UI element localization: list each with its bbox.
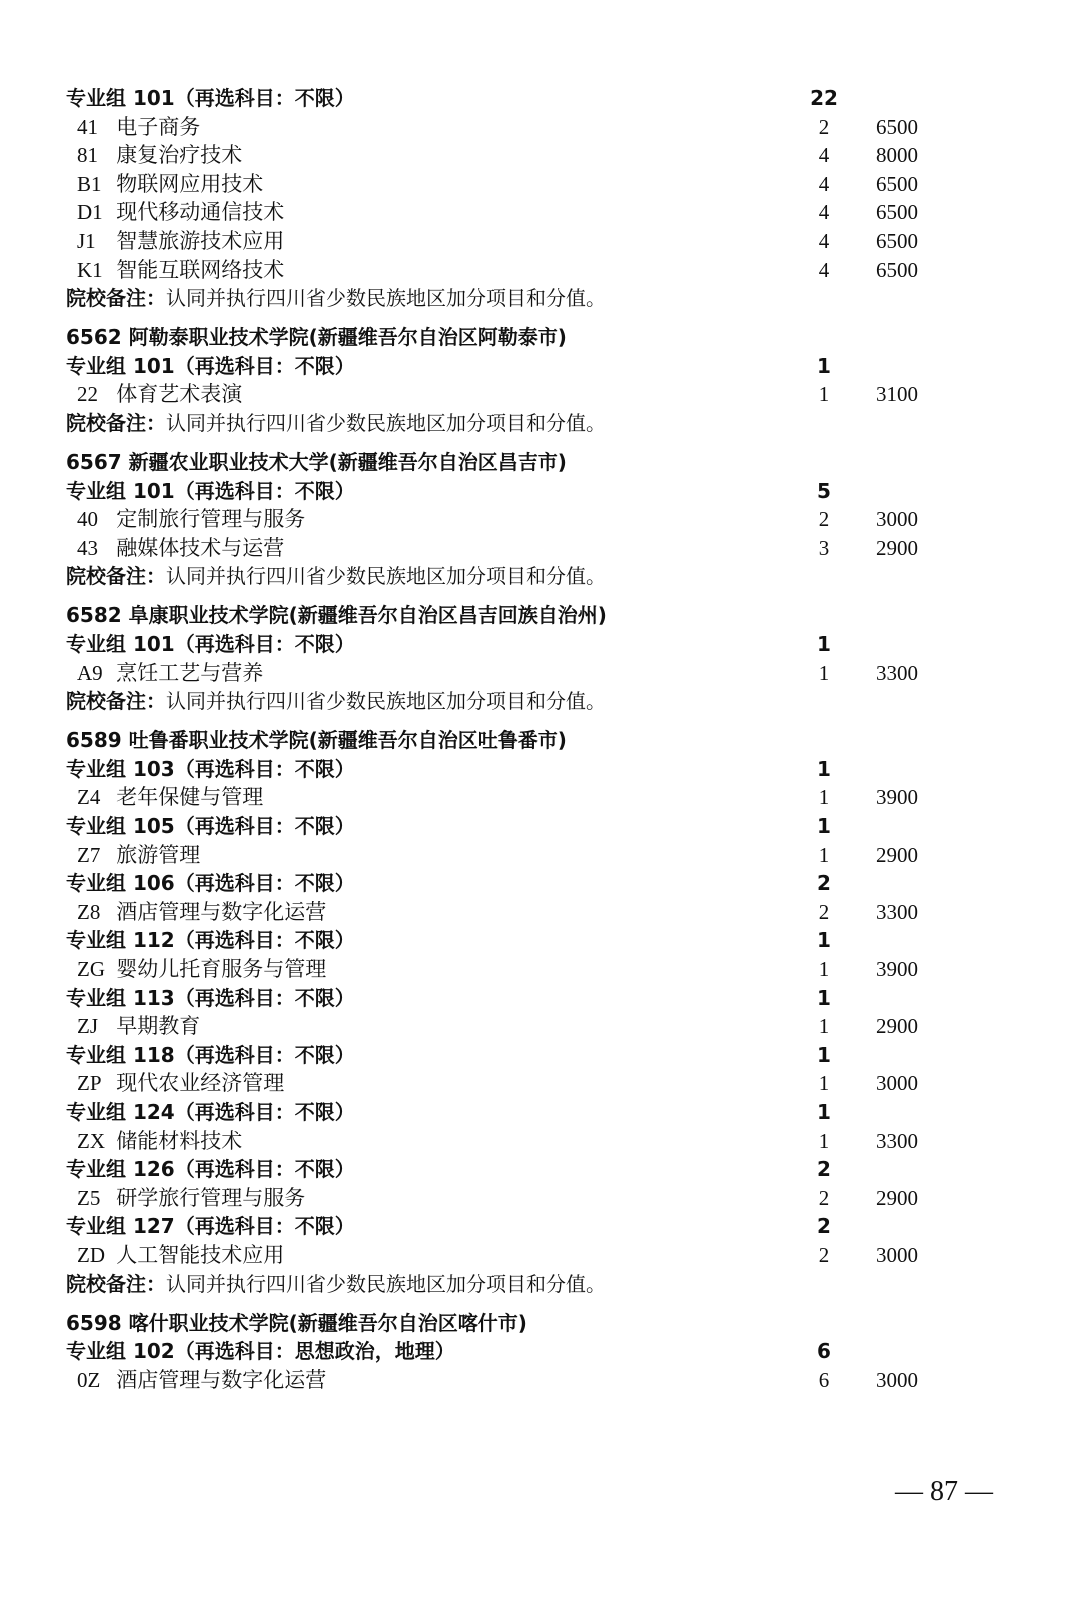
major-row (0, 534, 1080, 563)
major-name: 现代农业经济管理 (116, 1071, 285, 1096)
major-group-label: 专业组 101（再选科目：不限） (66, 353, 355, 378)
plan-count: 1 (817, 756, 831, 781)
major-group-label: 专业组 102（再选科目：思想政治，地理） (66, 1339, 455, 1364)
school-name: 6598 喀什职业技术学院(新疆维吾尔自治区喀什市) (66, 1310, 527, 1335)
major-group-row (0, 755, 1080, 784)
school-name: 6562 阿勒泰职业技术学院(新疆维吾尔自治区阿勒泰市) (66, 325, 567, 350)
major-group-row (0, 1041, 1080, 1070)
major-label (77, 113, 200, 142)
major-label (77, 1127, 242, 1156)
major-label (77, 170, 263, 199)
plan-count: 1 (817, 1042, 831, 1067)
plan-count: 2 (818, 114, 830, 139)
school-header-row (0, 1309, 1080, 1338)
page-number: — 87 — (895, 1476, 993, 1507)
major-group-label: 专业组 101（再选科目：不限） (66, 478, 355, 503)
major-code: ZD (77, 1243, 105, 1267)
plan-count: 1 (818, 957, 830, 981)
major-row (0, 841, 1080, 870)
major-row (0, 955, 1080, 984)
major-name: 物联网应用技术 (116, 171, 264, 196)
major-group-row (0, 869, 1080, 898)
major-row (0, 1127, 1080, 1156)
plan-count: 1 (817, 814, 831, 838)
plan-count: 2 (817, 871, 831, 896)
school-note-key: 院校备注： (66, 689, 166, 714)
tuition-fee: 6500 (876, 229, 918, 253)
major-label (77, 505, 305, 534)
school-note-text: 认同并执行四川省少数民族地区加分项目和分值。 (166, 286, 606, 311)
plan-count: 6 (817, 1339, 831, 1364)
major-name: 融媒体技术与运营 (116, 535, 285, 560)
plan-count: 22 (810, 86, 838, 110)
major-name: 酒店管理与数字化运营 (116, 899, 327, 924)
major-code: A9 (77, 660, 103, 685)
plan-count: 3 (818, 535, 830, 560)
school-note-key: 院校备注： (66, 286, 166, 311)
tuition-fee: 3900 (876, 785, 918, 810)
major-group-label: 专业组 112（再选科目：不限） (66, 928, 355, 953)
tuition-fee: 3900 (876, 957, 918, 981)
school-note-text: 认同并执行四川省少数民族地区加分项目和分值。 (166, 689, 606, 714)
major-name: 智慧旅游技术应用 (116, 229, 285, 253)
tuition-fee: 6500 (876, 171, 918, 196)
major-group-label: 专业组 124（再选科目：不限） (66, 1100, 355, 1124)
major-group-row (0, 1098, 1080, 1127)
plan-count: 1 (817, 353, 831, 378)
major-label (77, 227, 284, 256)
major-row (0, 505, 1080, 534)
major-group-label: 专业组 101（再选科目：不限） (66, 86, 355, 110)
major-row (0, 170, 1080, 199)
major-label (77, 1366, 326, 1395)
tuition-fee: 8000 (876, 143, 918, 168)
major-row (0, 113, 1080, 142)
major-label (77, 955, 326, 984)
major-label (77, 256, 284, 285)
major-row (0, 141, 1080, 170)
plan-count: 1 (818, 1128, 830, 1153)
major-row (0, 783, 1080, 812)
school-note-text: 认同并执行四川省少数民族地区加分项目和分值。 (166, 1271, 606, 1296)
tuition-fee: 6500 (876, 200, 918, 225)
tuition-fee: 3300 (876, 660, 918, 685)
major-group-label: 专业组 127（再选科目：不限） (66, 1214, 355, 1239)
major-row (0, 380, 1080, 409)
tuition-fee: 3000 (876, 1071, 918, 1096)
major-code: D1 (77, 200, 103, 225)
school-note-row (0, 284, 1080, 313)
tuition-fee: 3000 (876, 1367, 918, 1392)
major-row (0, 1184, 1080, 1213)
major-row (0, 1012, 1080, 1041)
tuition-fee: 3000 (876, 507, 918, 532)
major-name: 旅游管理 (116, 842, 201, 867)
tuition-fee: 6500 (876, 114, 918, 139)
major-row (0, 227, 1080, 256)
major-group-row (0, 812, 1080, 841)
school-note (66, 562, 606, 591)
school-note (66, 687, 606, 716)
major-name: 储能材料技术 (116, 1128, 243, 1153)
major-row (0, 1241, 1080, 1270)
major-code: 22 (77, 382, 98, 407)
major-code: Z5 (77, 1185, 101, 1210)
major-code: 43 (77, 535, 98, 560)
major-label (77, 1069, 284, 1098)
tuition-fee: 3000 (876, 1243, 918, 1267)
major-name: 电子商务 (116, 114, 201, 139)
major-name: 酒店管理与数字化运营 (116, 1367, 327, 1392)
major-name: 现代移动通信技术 (116, 200, 285, 225)
major-group-label: 专业组 106（再选科目：不限） (66, 871, 355, 896)
school-note-key: 院校备注： (66, 411, 166, 435)
school-note-key: 院校备注： (66, 564, 166, 589)
school-header-row (0, 601, 1080, 630)
tuition-fee: 3100 (876, 382, 918, 407)
school-name: 6567 新疆农业职业技术大学(新疆维吾尔自治区昌吉市) (66, 450, 567, 474)
plan-count: 4 (818, 257, 830, 282)
school-note (66, 409, 606, 438)
plan-count: 2 (817, 1214, 831, 1239)
major-code: 41 (77, 114, 98, 139)
plan-count: 2 (818, 507, 830, 532)
major-code: ZX (77, 1128, 105, 1153)
school-header-row (0, 726, 1080, 755)
major-group-row (0, 926, 1080, 955)
major-label (77, 1012, 200, 1041)
major-group-label: 专业组 103（再选科目：不限） (66, 756, 355, 781)
plan-count: 4 (818, 171, 830, 196)
school-note-row (0, 687, 1080, 716)
plan-count: 2 (818, 1243, 830, 1267)
major-label (77, 783, 263, 812)
major-group-row (0, 352, 1080, 381)
school-note-row (0, 562, 1080, 591)
school-header-row (0, 323, 1080, 352)
major-code: ZJ (77, 1014, 98, 1039)
major-row (0, 659, 1080, 688)
major-group-row (0, 1337, 1080, 1366)
major-label (77, 898, 326, 927)
major-code: K1 (77, 257, 103, 282)
major-label (77, 841, 200, 870)
major-group-label: 专业组 113（再选科目：不限） (66, 985, 355, 1010)
major-name: 早期教育 (116, 1014, 201, 1039)
school-note-text: 认同并执行四川省少数民族地区加分项目和分值。 (166, 564, 606, 589)
major-name: 婴幼儿托育服务与管理 (116, 957, 327, 981)
plan-count: 6 (818, 1367, 830, 1392)
major-code: J1 (77, 229, 96, 253)
school-note-row (0, 1270, 1080, 1299)
major-name: 定制旅行管理与服务 (116, 507, 306, 532)
major-code: Z8 (77, 899, 101, 924)
school-name: 6582 阜康职业技术学院(新疆维吾尔自治区昌吉回族自治州) (66, 603, 607, 628)
major-group-row (0, 477, 1080, 506)
major-label (77, 659, 263, 688)
tuition-fee: 2900 (876, 842, 918, 867)
school-note-text: 认同并执行四川省少数民族地区加分项目和分值。 (166, 411, 606, 435)
tuition-fee: 2900 (876, 1185, 918, 1210)
plan-count: 1 (818, 785, 830, 810)
tuition-fee: 3300 (876, 899, 918, 924)
tuition-fee: 2900 (876, 1014, 918, 1039)
major-name: 研学旅行管理与服务 (116, 1185, 306, 1210)
major-label (77, 380, 242, 409)
school-note-row (0, 409, 1080, 438)
major-group-row (0, 84, 1080, 113)
plan-count: 1 (818, 660, 830, 685)
plan-count: 2 (818, 1185, 830, 1210)
major-label (77, 141, 242, 170)
plan-count: 1 (818, 1014, 830, 1039)
major-code: 0Z (77, 1367, 101, 1392)
plan-count: 1 (817, 632, 831, 656)
major-group-row (0, 630, 1080, 659)
plan-count: 4 (818, 143, 830, 168)
major-row (0, 1069, 1080, 1098)
major-code: Z7 (77, 842, 101, 867)
major-code: ZG (77, 957, 105, 981)
plan-count: 1 (817, 928, 831, 953)
major-group-label: 专业组 126（再选科目：不限） (66, 1157, 355, 1182)
major-name: 人工智能技术应用 (116, 1243, 285, 1267)
school-header-row (0, 448, 1080, 477)
major-name: 体育艺术表演 (116, 382, 243, 407)
major-row (0, 1366, 1080, 1395)
major-name: 康复治疗技术 (116, 143, 243, 168)
school-note (66, 1270, 606, 1299)
major-group-row (0, 1212, 1080, 1241)
major-row (0, 898, 1080, 927)
major-code: 81 (77, 143, 98, 168)
school-name: 6589 吐鲁番职业技术学院(新疆维吾尔自治区吐鲁番市) (66, 728, 567, 753)
tuition-fee: 2900 (876, 535, 918, 560)
major-code: ZP (77, 1071, 102, 1096)
plan-count: 2 (817, 1157, 831, 1182)
plan-count: 1 (818, 1071, 830, 1096)
major-code: B1 (77, 171, 102, 196)
plan-count: 4 (818, 229, 830, 253)
major-group-row (0, 1155, 1080, 1184)
plan-count: 1 (818, 842, 830, 867)
plan-count: 5 (817, 478, 831, 503)
major-row (0, 198, 1080, 227)
major-label (77, 198, 284, 227)
major-group-label: 专业组 101（再选科目：不限） (66, 632, 355, 656)
major-code: 40 (77, 507, 98, 532)
major-name: 智能互联网络技术 (116, 257, 285, 282)
major-label (77, 1184, 305, 1213)
school-note-key: 院校备注： (66, 1271, 166, 1296)
major-name: 老年保健与管理 (116, 785, 264, 810)
major-group-label: 专业组 118（再选科目：不限） (66, 1042, 355, 1067)
major-label (77, 1241, 284, 1270)
major-name: 烹饪工艺与营养 (116, 660, 264, 685)
plan-count: 1 (817, 1100, 831, 1124)
school-note (66, 284, 606, 313)
tuition-fee: 6500 (876, 257, 918, 282)
tuition-fee: 3300 (876, 1128, 918, 1153)
major-label (77, 534, 284, 563)
plan-count: 1 (817, 985, 831, 1010)
major-code: Z4 (77, 785, 101, 810)
plan-count: 4 (818, 200, 830, 225)
plan-count: 2 (818, 899, 830, 924)
major-group-label: 专业组 105（再选科目：不限） (66, 814, 355, 838)
major-row (0, 256, 1080, 285)
plan-count: 1 (818, 382, 830, 407)
major-group-row (0, 984, 1080, 1013)
